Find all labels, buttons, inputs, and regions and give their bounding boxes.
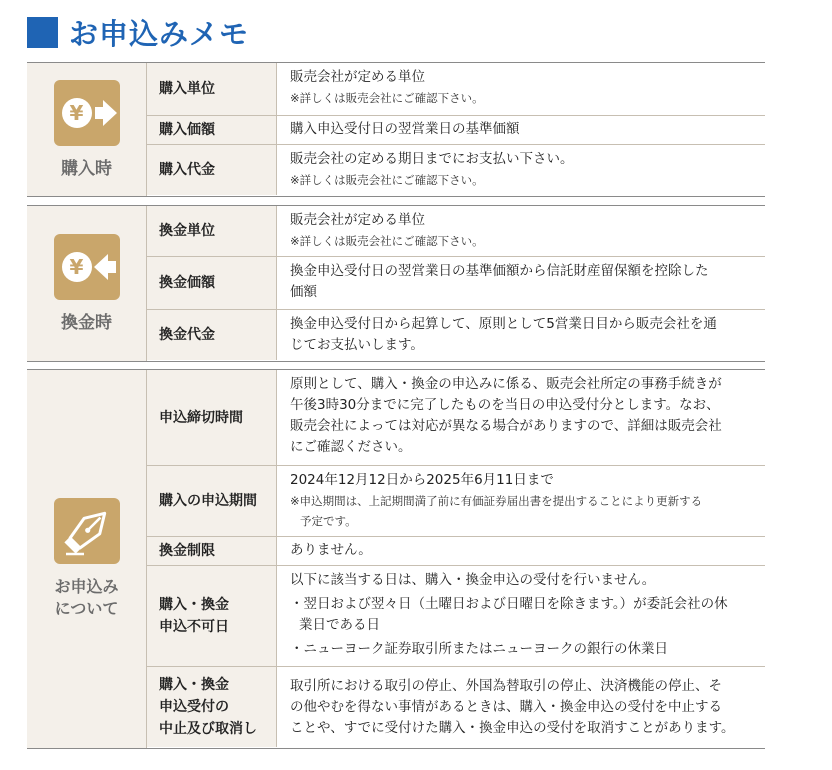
- section-label-purchase: 購入時: [61, 158, 112, 179]
- title-marker: [27, 17, 58, 48]
- row-label: 換金代金: [147, 310, 277, 360]
- row-note: ※詳しくは販売会社にご確認下さい。: [290, 173, 484, 187]
- row-label: 購入単位: [147, 63, 277, 115]
- row-label-line: 申込受付の: [159, 699, 229, 715]
- row-label: 購入の申込期間: [147, 466, 277, 536]
- section-side-redemption: [27, 206, 147, 361]
- section-label-line: お申込み: [54, 577, 119, 596]
- row-text: ありません。: [290, 542, 372, 558]
- row-text-line: 取引所における取引の停止、外国為替取引の停止、決済機能の停止、そ: [290, 678, 722, 694]
- row-note: ※詳しくは販売会社にご確認下さい。: [290, 91, 484, 105]
- row-label-line: 中止及び取消し: [159, 721, 257, 737]
- row-content: [278, 466, 765, 536]
- table-row: [147, 370, 765, 466]
- row-label-line: 購入・換金: [159, 597, 229, 613]
- row-note-line: ※申込期間は、上記期間満了前に有価証券届出書を提出することにより更新する: [290, 494, 703, 508]
- row-label: [147, 566, 277, 666]
- table-row: [147, 466, 765, 537]
- table-row: [147, 667, 765, 747]
- row-label: 申込締切時間: [147, 370, 277, 465]
- section-side-application: [27, 370, 147, 748]
- row-label-line: 購入・換金: [159, 677, 229, 693]
- table-row: [147, 145, 765, 195]
- row-content: [278, 537, 765, 565]
- row-label: 購入価額: [147, 116, 277, 144]
- row-label: 換金価額: [147, 257, 277, 309]
- row-text-line: 換金申込受付日から起算して、原則として5営業日目から販売会社を通: [290, 316, 717, 332]
- section-label-application: [54, 576, 118, 620]
- table-row: [147, 206, 765, 257]
- row-content: [278, 566, 765, 666]
- list-item: [290, 594, 759, 636]
- row-text-line: じてお支払いします。: [290, 337, 424, 353]
- row-note: ※詳しくは販売会社にご確認下さい。: [290, 234, 484, 248]
- row-text-line: にご確認ください。: [290, 439, 412, 455]
- row-label: 購入代金: [147, 145, 277, 195]
- page-title: お申込みメモ: [69, 16, 250, 51]
- row-text-line: の他やむを得ない事情があるときは、購入・換金申込の受付を中止する: [290, 699, 722, 715]
- section-label-line: について: [54, 599, 119, 618]
- yen-arrow-left-icon: ¥: [54, 234, 120, 300]
- row-content: [278, 145, 765, 195]
- row-content: [278, 310, 765, 360]
- row-content: [278, 63, 765, 115]
- table-row: [147, 63, 765, 116]
- yen-arrow-right-icon: ¥: [54, 80, 120, 146]
- row-text: 販売会社が定める単位: [290, 212, 425, 228]
- table-row: [147, 257, 765, 310]
- table-row: [147, 116, 765, 145]
- row-label: [147, 667, 277, 747]
- row-text: 購入申込受付日の翌営業日の基準価額: [290, 121, 520, 137]
- row-content: [278, 116, 765, 144]
- fountain-pen-icon: [54, 498, 120, 564]
- bullet-line: ・翌日および翌々日（土曜日および日曜日を除きます。）が委託会社の休: [290, 596, 728, 612]
- row-text-line: ことや、すでに受付けた購入・換金申込の受付を取消すことがあります。: [290, 720, 735, 736]
- row-text-line: 換金申込受付日の翌営業日の基準価額から信託財産留保額を控除した: [290, 263, 709, 279]
- section-side-purchase: [27, 63, 147, 196]
- list-item: [290, 639, 759, 660]
- row-text: 以下に該当する日は、購入・換金申込の受付を行いません。: [290, 572, 656, 588]
- row-content: [278, 206, 765, 256]
- row-text-line: 午後3時30分までに完了したものを当日の申込受付分とします。なお、: [290, 397, 720, 413]
- row-text: 販売会社の定める期日までにお支払い下さい。: [290, 151, 574, 167]
- row-text-line: 販売会社によっては対応が異なる場合がありますので、詳細は販売会社: [290, 418, 722, 434]
- table-row: [147, 310, 765, 360]
- section-purchase: [27, 62, 765, 197]
- row-text: 2024年12月12日から2025年6月11日まで: [290, 472, 554, 488]
- row-label-line: 申込不可日: [159, 619, 229, 635]
- row-text-line: 価額: [290, 284, 317, 300]
- section-redemption: [27, 205, 765, 362]
- section-label-redemption: 換金時: [61, 312, 112, 333]
- bullet-line: 業日である日: [299, 617, 380, 633]
- bullet-line: ・ニューヨーク証券取引所またはニューヨークの銀行の休業日: [290, 641, 668, 657]
- row-text: 販売会社が定める単位: [290, 69, 425, 85]
- row-label: 換金制限: [147, 537, 277, 565]
- row-label: 換金単位: [147, 206, 277, 256]
- table-row: [147, 537, 765, 566]
- section-application: [27, 369, 765, 749]
- row-text-line: 原則として、購入・換金の申込みに係る、販売会社所定の事務手続きが: [290, 376, 722, 392]
- table-row: [147, 566, 765, 667]
- row-content: [278, 370, 765, 465]
- row-note-line: 予定です。: [300, 514, 357, 528]
- row-content: [278, 667, 765, 747]
- page-header: [27, 12, 249, 52]
- row-content: [278, 257, 765, 309]
